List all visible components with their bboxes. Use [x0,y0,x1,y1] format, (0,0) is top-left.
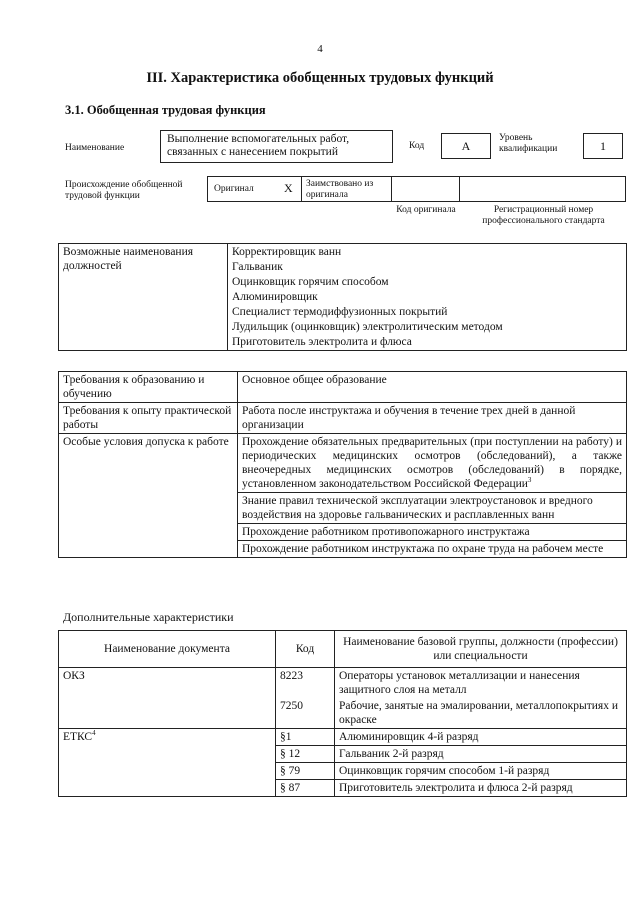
additional-title: Дополнительные характеристики [63,610,234,624]
experience-label: Требования к опыту практической работы [59,403,238,434]
name-label: Наименование [65,143,125,153]
etks-code: § 87 [276,780,335,797]
experience-value: Работа после инструктажа и обучения в течение трех дней в данной организации [238,403,627,434]
etks-name: Оцинковщик горячим способом 1-й разряд [335,763,627,780]
borrowed-label: Заимствовано из оригинала [306,179,374,200]
positions-table [58,243,627,351]
okz-label: ОКЗ [59,668,276,729]
footnote-3: 3 [527,476,532,485]
condition-safety: Прохождение работником инструктажа по охране труда на рабочем месте [238,541,627,558]
footnote-4: 4 [92,729,96,738]
okz-code: 7250 [276,698,335,729]
condition-medical: Прохождение обязательных предварительных (при поступлении на работу) и периодических медицинских осмотров (обследований), а также внеочередных медицинских осмотров (обследований) в порядке, установленном законодательством Российской Федерации$^3$ [238,434,627,493]
okz-name: Операторы установок металлизации и нанесения защитного слоя на металл [335,668,627,699]
position-item: Специалист термодиффузионных покрытий [232,306,448,318]
code-label: Код [409,141,425,151]
condition-electrical: Знание правил технической эксплуатации электроустановок и вредного воздействия на здоровье гальванических и расплавленных ванн [238,493,627,524]
origin-box [207,176,626,202]
etks-name: Алюминировщик 4-й разряд [335,729,627,746]
etks-code: §1 [276,729,335,746]
name-value: Выполнение вспомогательных работ, связанных с нанесением покрытий [160,130,393,163]
education-value: Основное общее образование [238,372,627,403]
etks-code: § 79 [276,763,335,780]
original-label: Оригинал [214,184,254,194]
additional-table [58,630,627,797]
position-item: Алюминировщик [232,291,318,303]
reg-number-caption: Регистрационный номер профессионального стандарта [482,205,605,226]
code-value: А [441,133,491,159]
conditions-label: Особые условия допуска к работе [59,434,238,558]
subsection-title: 3.1. Обобщенная трудовая функция [65,103,266,117]
origin-label: Происхождение обобщенной трудовой функции [65,180,183,201]
original-mark: Х [284,181,293,195]
etks-label: ЕТКС$^4$ [59,729,276,797]
level-label: Уровень квалификации [499,133,558,154]
etks-name: Гальваник 2-й разряд [335,746,627,763]
etks-code: § 12 [276,746,335,763]
position-item: Корректировщик ванн [232,246,342,258]
condition-fire: Прохождение работником противопожарного инструктажа [238,524,627,541]
col-doc-header: Наименование документа [59,631,276,668]
level-value: 1 [583,133,623,159]
page-number: 4 [317,43,323,55]
education-label: Требования к образованию и обучению [59,372,238,403]
section-title: III. Характеристика обобщенных трудовых функций [146,70,494,86]
code-original-caption: Код оригинала [396,205,456,215]
okz-code: 8223 [276,668,335,699]
position-item: Приготовитель электролита и флюса [232,336,412,348]
etks-name: Приготовитель электролита и флюса 2-й разряд [335,780,627,797]
position-item: Гальваник [232,261,283,273]
positions-label: Возможные наименования должностей [59,244,228,351]
col-code-header: Код [276,631,335,668]
position-item: Лудильщик (оцинковщик) электролитическим методом [232,321,503,333]
okz-name: Рабочие, занятые на эмалировании, металлопокрытиях и окраске [335,698,627,729]
col-name-header: Наименование базовой группы, должности (профессии) или специальности [335,631,627,668]
requirements-table [58,371,627,558]
position-item: Оцинковщик горячим способом [232,276,389,288]
